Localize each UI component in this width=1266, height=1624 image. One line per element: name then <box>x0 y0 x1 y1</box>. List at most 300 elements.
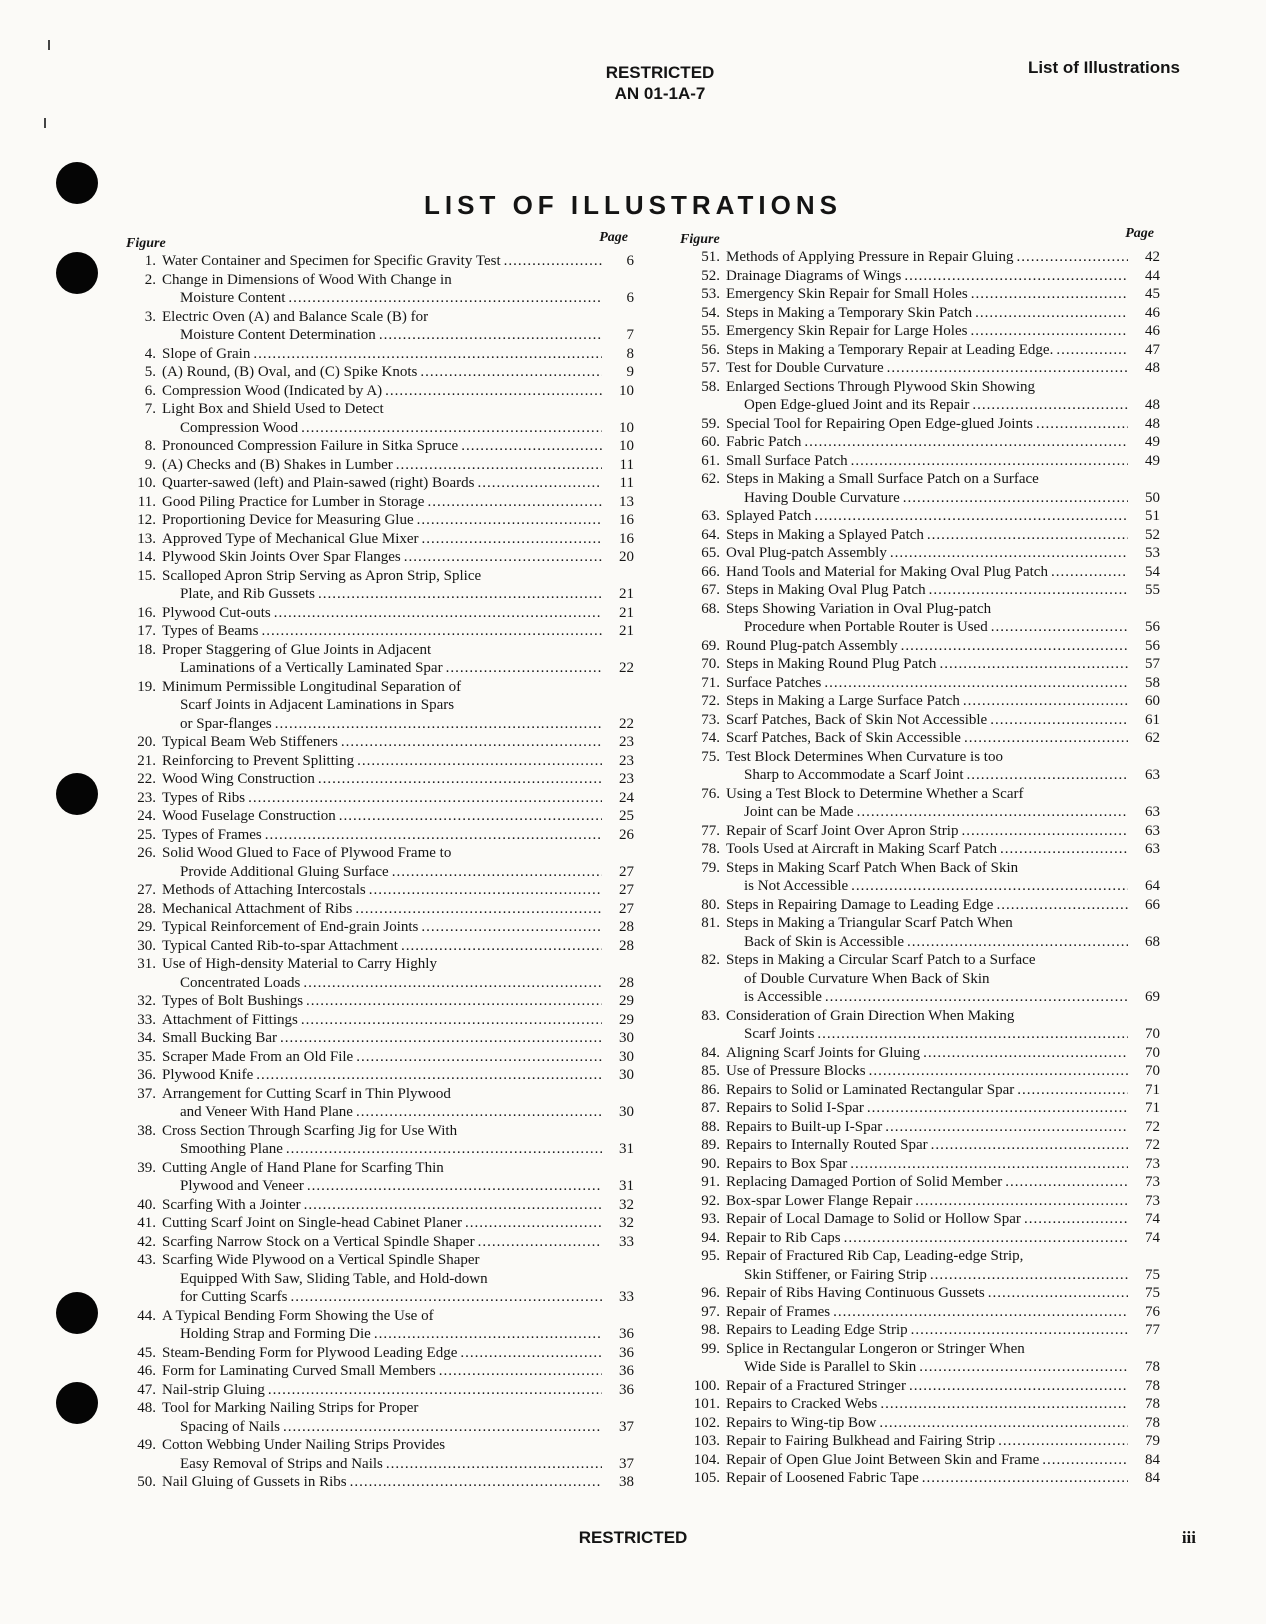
figure-number: 23. <box>137 789 156 806</box>
dot-leader <box>1002 1173 1128 1192</box>
figure-entry <box>126 1122 634 1159</box>
page-ref: 61 <box>1145 711 1160 728</box>
caption-text: Moisture Content <box>180 290 286 306</box>
figure-caption <box>726 1118 1160 1137</box>
dot-leader <box>250 345 602 364</box>
figure-caption <box>162 1085 634 1122</box>
caption-line <box>162 474 634 493</box>
figure-number: 31. <box>137 956 156 972</box>
figure-entry <box>680 1284 1160 1303</box>
dot-leader <box>298 1011 602 1030</box>
page-ref: 11 <box>619 475 634 491</box>
caption-line <box>726 655 1160 674</box>
page-ref: 74 <box>1145 1229 1160 1246</box>
dot-leader <box>1013 248 1128 267</box>
figure-caption <box>726 507 1160 526</box>
figure-entry <box>680 248 1160 267</box>
figure-caption <box>726 1210 1160 1229</box>
figure-caption <box>162 1066 634 1085</box>
entry-list <box>680 248 1160 1488</box>
figure-entry <box>680 1192 1160 1211</box>
caption-text: Scarfing Narrow Stock on a Vertical Spindle Shaper <box>162 1233 475 1250</box>
page-ref: 22 <box>619 660 634 676</box>
figure-entry <box>680 1099 1160 1118</box>
dot-leader <box>908 1321 1128 1340</box>
dot-leader <box>877 1395 1128 1414</box>
figure-caption <box>162 382 634 401</box>
figure-caption <box>726 248 1160 267</box>
figure-caption <box>726 1377 1160 1396</box>
dot-leader <box>347 1473 602 1492</box>
caption-line <box>726 1173 1160 1192</box>
dot-leader <box>854 803 1128 822</box>
caption-text: is Accessible <box>744 989 822 1005</box>
caption-text: Small Bucking Bar <box>162 1030 277 1046</box>
caption-text: Repair of Ribs Having Continuous Gussets <box>726 1285 985 1301</box>
caption-text: Repair of Local Damage to Solid or Hollow Spar <box>726 1211 1021 1227</box>
dot-leader <box>841 1229 1128 1248</box>
caption-line <box>162 974 634 993</box>
figure-number: 79. <box>701 859 720 876</box>
page-ref: 10 <box>619 438 634 454</box>
caption-text: Hand Tools and Material for Making Oval Plug Patch <box>726 563 1048 580</box>
figure-number: 30. <box>137 937 156 954</box>
figure-number: 54. <box>701 304 720 321</box>
caption-line <box>162 844 634 863</box>
binder-hole-2 <box>56 252 98 294</box>
caption-text: and Veneer With Hand Plane <box>180 1104 353 1120</box>
figure-number: 8. <box>144 438 156 454</box>
figure-entry <box>680 1210 1160 1229</box>
column-header <box>126 230 634 252</box>
figure-caption <box>726 1340 1160 1377</box>
page-ref: 78 <box>1145 1414 1160 1431</box>
page-ref: 50 <box>1145 489 1160 506</box>
caption-text: Scraper Made From an Old File <box>162 1048 354 1065</box>
caption-text: Concentrated Loads <box>180 974 301 991</box>
caption-text: Joint can be Made <box>744 804 854 820</box>
dot-leader <box>398 937 602 956</box>
caption-line <box>726 729 1160 748</box>
figure-caption <box>726 692 1160 711</box>
caption-line <box>726 692 1160 711</box>
caption-text: Enlarged Sections Through Plywood Skin Showing <box>726 378 1036 395</box>
figure-caption <box>162 400 634 437</box>
caption-line <box>726 1229 1160 1248</box>
figure-caption <box>726 433 1160 452</box>
figure-entry <box>680 1451 1160 1470</box>
caption-line <box>162 659 634 678</box>
caption-text: Types of Bolt Bushings <box>162 993 304 1009</box>
dot-leader <box>383 1455 602 1474</box>
caption-text: (A) Round, (B) Oval, and (C) Spike Knots <box>162 364 418 380</box>
caption-text: Equipped With Saw, Sliding Table, and Hold-down <box>180 1270 488 1287</box>
caption-line <box>726 304 1160 323</box>
figure-entry <box>126 1159 634 1196</box>
page-ref: 33 <box>619 1289 634 1305</box>
figure-entry <box>680 581 1160 600</box>
figure-number: 38. <box>137 1122 156 1139</box>
figure-entry <box>126 604 634 623</box>
dot-leader <box>848 452 1128 471</box>
caption-line <box>726 1358 1160 1377</box>
figure-number: 77. <box>701 822 720 839</box>
caption-line <box>726 1469 1160 1488</box>
caption-line <box>726 933 1160 952</box>
dot-leader <box>501 252 602 271</box>
header-restricted: RESTRICTED <box>605 63 715 82</box>
caption-text: Test Block Determines When Curvature is too <box>726 748 1003 765</box>
figure-number: 40. <box>137 1196 156 1213</box>
figure-number: 101. <box>693 1396 720 1412</box>
dot-leader <box>898 637 1128 656</box>
figure-number: 85. <box>701 1063 720 1079</box>
dot-leader <box>884 359 1128 378</box>
figure-caption <box>162 345 634 364</box>
caption-text: Mechanical Attachment of Ribs <box>162 900 353 917</box>
caption-line <box>726 970 1160 989</box>
dot-leader <box>1033 415 1128 434</box>
caption-line <box>162 1473 634 1492</box>
figure-caption <box>162 992 634 1011</box>
caption-text: Scarf Patches, Back of Skin Accessible <box>726 730 961 746</box>
caption-line <box>726 415 1160 434</box>
figure-number: 74. <box>701 730 720 746</box>
dot-leader <box>336 807 602 826</box>
figure-number: 49. <box>137 1437 156 1453</box>
caption-text: Test for Double Curvature <box>726 360 884 376</box>
figure-caption <box>726 526 1160 545</box>
page-ref: 28 <box>619 974 634 991</box>
caption-text: Steps Showing Variation in Oval Plug-patch <box>726 600 992 617</box>
caption-line <box>726 285 1160 304</box>
figure-number: 33. <box>137 1011 156 1028</box>
figure-entry <box>126 622 634 641</box>
caption-text: Minimum Permissible Longitudinal Separation of <box>162 678 462 695</box>
figure-entry <box>680 637 1160 656</box>
page-ref: 10 <box>619 382 634 399</box>
caption-text: Repair of Open Glue Joint Between Skin and Frame <box>726 1451 1040 1468</box>
figure-number: 82. <box>701 952 720 968</box>
figure-entry <box>680 600 1160 637</box>
dot-leader <box>969 396 1128 415</box>
figure-entry <box>126 530 634 549</box>
figure-number: 19. <box>137 678 156 695</box>
caption-text: Tools Used at Aircraft in Making Scarf Patch <box>726 841 997 857</box>
caption-line <box>726 1414 1160 1433</box>
figure-caption <box>162 1436 634 1473</box>
caption-line <box>726 600 1160 619</box>
page-ref: 30 <box>619 1067 634 1083</box>
dot-leader <box>414 511 602 530</box>
page-ref: 36 <box>619 1344 634 1361</box>
caption-line <box>726 1155 1160 1174</box>
figure-entry <box>680 785 1160 822</box>
figure-caption <box>726 914 1160 951</box>
dot-leader <box>987 711 1128 730</box>
figure-number: 69. <box>701 637 720 654</box>
caption-line <box>162 585 634 604</box>
figure-caption <box>162 1159 634 1196</box>
figure-entry <box>126 844 634 881</box>
page-ref: 72 <box>1145 1118 1160 1135</box>
page-ref: 32 <box>619 1196 634 1213</box>
figure-entry <box>680 914 1160 951</box>
caption-line <box>726 1099 1160 1118</box>
caption-line <box>726 1303 1160 1322</box>
figure-caption <box>726 1007 1160 1044</box>
figure-number: 59. <box>701 415 720 432</box>
page-ref: 6 <box>626 290 634 306</box>
page-ref: 49 <box>1145 434 1160 450</box>
caption-text: Wood Wing Construction <box>162 771 315 787</box>
dot-leader <box>958 822 1128 841</box>
caption-text: Repairs to Internally Routed Spar <box>726 1137 928 1153</box>
caption-line <box>726 637 1160 656</box>
dot-leader <box>287 1288 602 1307</box>
caption-text: Methods of Attaching Intercostals <box>162 882 366 898</box>
page-ref: 84 <box>1145 1451 1160 1468</box>
caption-text: Repair of a Fractured Stringer <box>726 1377 906 1394</box>
caption-line <box>726 877 1160 896</box>
dot-leader <box>458 437 602 456</box>
figure-number: 104. <box>693 1451 720 1468</box>
page-ref: 74 <box>1145 1211 1160 1227</box>
caption-line <box>162 715 634 734</box>
caption-line <box>162 789 634 808</box>
figure-entry <box>680 674 1160 693</box>
caption-line <box>726 766 1160 785</box>
figure-caption <box>726 452 1160 471</box>
page-ref: 16 <box>619 512 634 528</box>
caption-line <box>162 1307 634 1326</box>
dot-leader <box>354 752 602 771</box>
figure-entry <box>680 563 1160 582</box>
caption-text: Scalloped Apron Strip Serving as Apron Strip, Splice <box>162 567 482 584</box>
dot-leader <box>389 863 602 882</box>
figure-caption <box>726 1173 1160 1192</box>
page-ref: 46 <box>1145 304 1160 321</box>
figure-number: 35. <box>137 1048 156 1065</box>
figure-entry <box>126 1473 634 1492</box>
page-ref: 70 <box>1145 1063 1160 1079</box>
caption-text: Drainage Diagrams of Wings <box>726 267 902 284</box>
dot-leader <box>366 881 602 900</box>
figure-caption <box>162 363 634 382</box>
dot-leader <box>960 692 1128 711</box>
caption-text: Compression Wood (Indicated by A) <box>162 382 383 399</box>
caption-line <box>162 326 634 345</box>
caption-line <box>162 1196 634 1215</box>
figure-entry <box>680 1303 1160 1322</box>
caption-line <box>726 1062 1160 1081</box>
figure-entry <box>680 526 1160 545</box>
figure-caption <box>726 378 1160 415</box>
figure-caption <box>162 1048 634 1067</box>
caption-line <box>162 992 634 1011</box>
figure-caption <box>726 729 1160 748</box>
caption-line <box>162 604 634 623</box>
dot-leader <box>927 1266 1128 1285</box>
figure-number: 63. <box>701 508 720 524</box>
figure-number: 24. <box>137 808 156 824</box>
page-ref: 48 <box>1145 415 1160 432</box>
caption-line <box>162 1177 634 1196</box>
dot-leader <box>901 267 1128 286</box>
caption-text: Water Container and Specimen for Specific Gravity Test <box>162 253 501 269</box>
page-ref: 75 <box>1145 1285 1160 1301</box>
figure-entry <box>126 678 634 734</box>
figure-number: 20. <box>137 734 156 750</box>
caption-text: Proportioning Device for Measuring Glue <box>162 512 414 528</box>
page-ref: 62 <box>1145 730 1160 746</box>
figure-caption <box>726 563 1160 582</box>
figure-entry <box>680 433 1160 452</box>
figure-number: 97. <box>701 1303 720 1320</box>
caption-text: Steps in Making a Small Surface Patch on a Surface <box>726 471 1039 487</box>
caption-line <box>162 419 634 438</box>
page-ref: 8 <box>626 345 634 362</box>
figure-entry <box>126 1233 634 1252</box>
dot-leader <box>253 1066 602 1085</box>
caption-line <box>726 1007 1160 1026</box>
caption-line <box>726 674 1160 693</box>
figure-number: 39. <box>137 1159 156 1176</box>
caption-line <box>726 359 1160 378</box>
figure-entry <box>126 474 634 493</box>
caption-line <box>162 1362 634 1381</box>
caption-text: is Not Accessible <box>744 878 849 894</box>
page-ref: 78 <box>1145 1396 1160 1412</box>
dot-leader <box>924 526 1128 545</box>
page-ref: 56 <box>1145 637 1160 654</box>
caption-line <box>162 955 634 974</box>
caption-text: Proper Staggering of Glue Joints in Adjacent <box>162 641 432 658</box>
caption-line <box>726 822 1160 841</box>
caption-line <box>726 896 1160 915</box>
figure-caption <box>162 826 634 845</box>
figure-caption <box>726 600 1160 637</box>
caption-text: Aligning Scarf Joints for Gluing <box>726 1044 921 1061</box>
dot-leader <box>371 1325 602 1344</box>
page-ref: 23 <box>619 734 634 750</box>
figure-entry <box>126 1436 634 1473</box>
caption-text: Form for Laminating Curved Small Members <box>162 1363 436 1379</box>
figure-number: 43. <box>137 1252 156 1268</box>
figure-number: 64. <box>701 526 720 543</box>
dot-leader <box>304 1177 602 1196</box>
caption-line <box>162 1122 634 1141</box>
figure-number: 16. <box>137 604 156 621</box>
caption-text: Steps in Making Scarf Patch When Back of Skin <box>726 859 1019 876</box>
caption-text: Light Box and Shield Used to Detect <box>162 401 384 417</box>
figure-number: 15. <box>137 567 156 584</box>
figure-number: 21. <box>137 752 156 769</box>
figure-number: 99. <box>701 1340 720 1357</box>
figure-entry <box>680 1395 1160 1414</box>
page-ref: 33 <box>619 1233 634 1250</box>
figure-number: 66. <box>701 563 720 580</box>
caption-line <box>162 1455 634 1474</box>
dot-leader <box>920 1044 1128 1063</box>
figure-entry <box>126 955 634 992</box>
figure-entry <box>126 345 634 364</box>
figure-caption <box>726 1192 1160 1211</box>
dot-leader <box>1014 1081 1128 1100</box>
caption-line <box>726 1118 1160 1137</box>
caption-text: Splice in Rectangular Longeron or Stringer When <box>726 1340 1025 1357</box>
caption-text: Wood Fuselage Construction <box>162 808 336 824</box>
figure-entry <box>126 826 634 845</box>
caption-text: Repair of Loosened Fabric Tape <box>726 1470 919 1486</box>
caption-line <box>162 1270 634 1289</box>
figure-caption <box>726 1451 1160 1470</box>
caption-line <box>162 826 634 845</box>
page-ref: 37 <box>619 1418 634 1435</box>
figure-caption <box>162 567 634 604</box>
figure-number: 102. <box>693 1414 720 1431</box>
figure-caption <box>726 267 1160 286</box>
page-ref: 46 <box>1145 323 1160 339</box>
dot-leader <box>265 1381 602 1400</box>
figure-number: 90. <box>701 1155 720 1172</box>
figure-caption <box>726 1284 1160 1303</box>
page-ref: 78 <box>1145 1359 1160 1375</box>
dot-leader <box>967 322 1128 341</box>
caption-line <box>726 1432 1160 1451</box>
caption-line <box>726 711 1160 730</box>
figure-entry <box>126 493 634 512</box>
caption-text: Box-spar Lower Flange Repair <box>726 1192 913 1209</box>
dot-leader <box>419 530 602 549</box>
dot-leader <box>1039 1451 1128 1470</box>
entry-list <box>126 252 634 1492</box>
caption-line <box>726 1044 1160 1063</box>
figure-number: 2. <box>144 271 156 288</box>
caption-text: Quarter-sawed (left) and Plain-sawed (right) Boards <box>162 475 475 491</box>
caption-text: Steps in Making Oval Plug Patch <box>726 582 926 598</box>
caption-text: Cross Section Through Scarfing Jig for Use With <box>162 1122 458 1139</box>
figure-number: 7. <box>144 401 156 417</box>
figure-entry <box>126 770 634 789</box>
caption-text: Fabric Patch <box>726 434 802 450</box>
figure-caption <box>162 789 634 808</box>
figure-entry <box>680 859 1160 896</box>
caption-line <box>726 433 1160 452</box>
figure-entry <box>126 363 634 382</box>
page-ref: 73 <box>1145 1192 1160 1209</box>
figure-caption <box>726 322 1160 341</box>
dot-leader <box>353 1103 602 1122</box>
figure-entry <box>680 452 1160 471</box>
dot-leader <box>353 1048 602 1067</box>
figure-number: 5. <box>144 364 156 380</box>
caption-text: Steps in Making a Temporary Repair at Leading Edge. <box>726 341 1054 358</box>
figure-number: 98. <box>701 1322 720 1338</box>
figure-caption <box>162 1381 634 1400</box>
dot-leader <box>272 715 602 734</box>
figure-number: 58. <box>701 378 720 395</box>
figure-caption <box>726 1321 1160 1340</box>
figure-entry <box>126 752 634 771</box>
figure-entry <box>126 271 634 308</box>
page-ref: 32 <box>619 1215 634 1231</box>
page-ref: 10 <box>619 419 634 436</box>
caption-text: A Typical Bending Form Showing the Use of <box>162 1307 434 1324</box>
dot-leader <box>417 363 602 382</box>
page-ref: 30 <box>619 1104 634 1120</box>
caption-line <box>162 918 634 937</box>
